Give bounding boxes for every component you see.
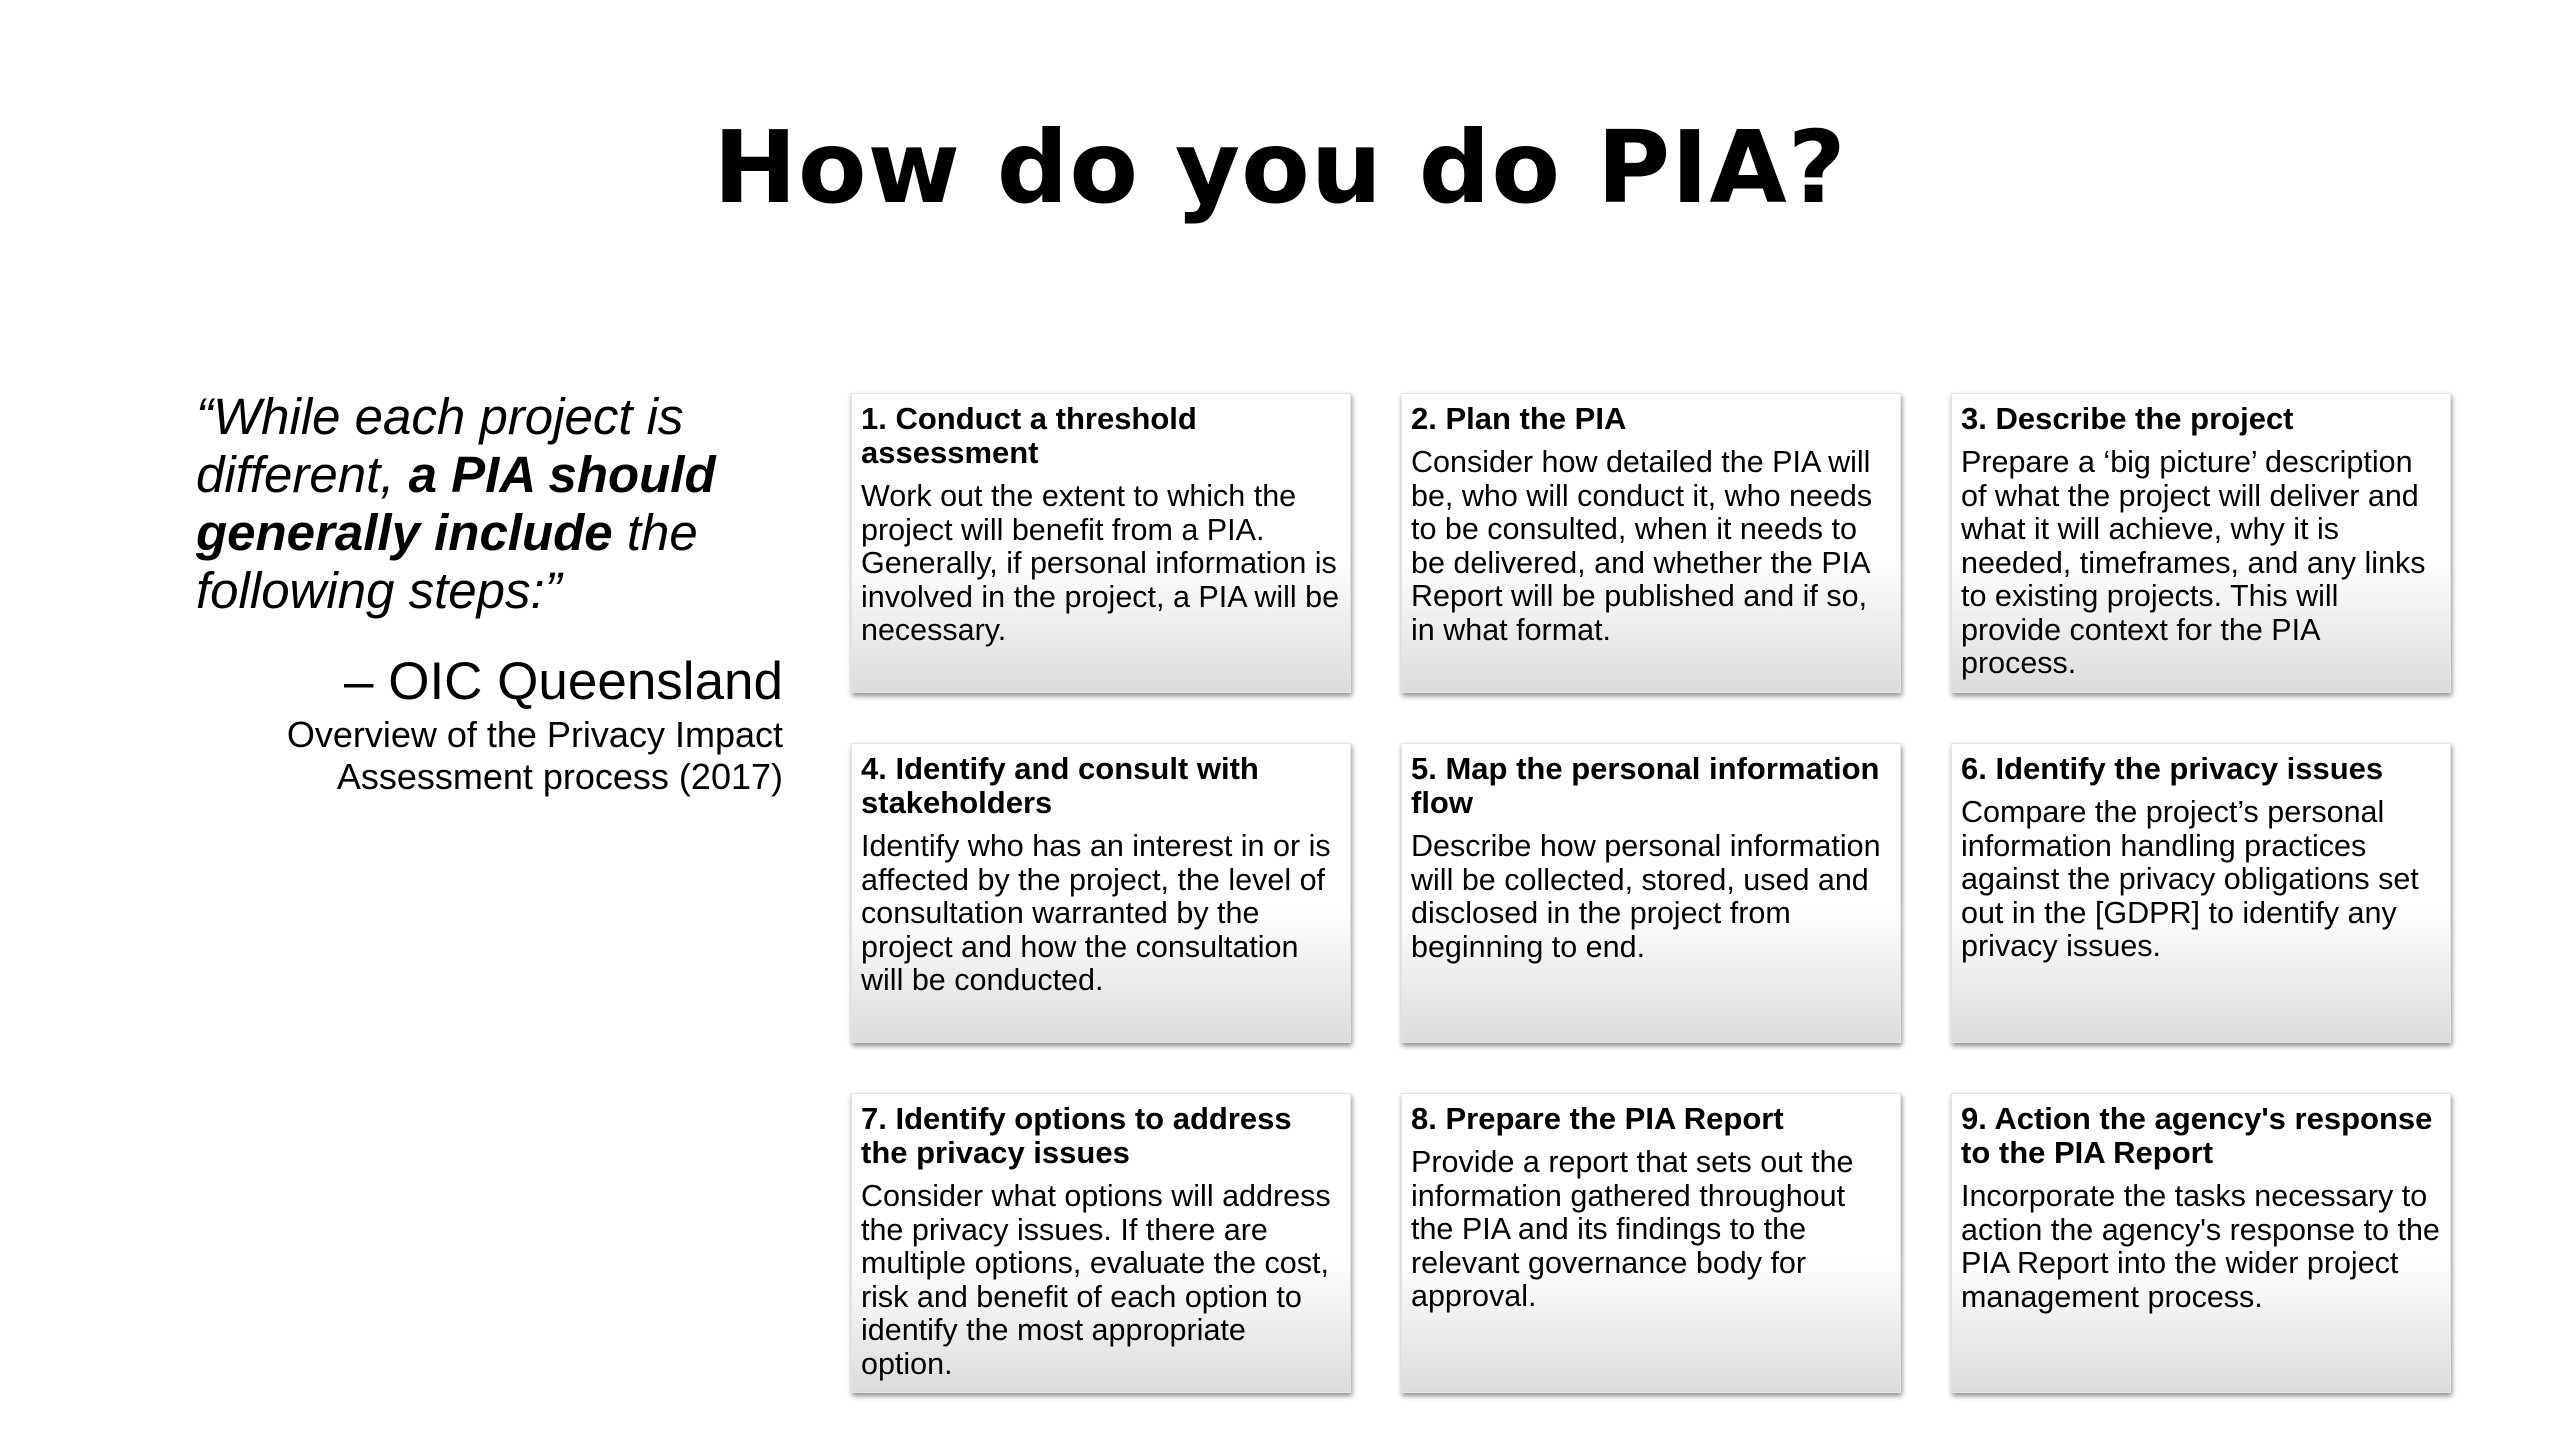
quote-text bbox=[196, 388, 796, 620]
step-description: Identify who has an interest in or is affected by the project, the level of consultation warranted by the project and how the consultation will be conducted. bbox=[861, 829, 1331, 997]
step-card-5 bbox=[1401, 743, 1901, 1043]
step-title: 1. Conduct a threshold assessment bbox=[861, 401, 1197, 470]
slide-title: How do you do PIA? bbox=[713, 109, 1847, 226]
step-card-2 bbox=[1401, 393, 1901, 693]
steps-grid bbox=[851, 393, 2451, 1393]
step-title: 7. Identify options to address the privacy issues bbox=[861, 1101, 1292, 1170]
step-card-6 bbox=[1951, 743, 2451, 1043]
quote-attribution bbox=[196, 650, 783, 798]
step-card-7 bbox=[851, 1093, 1351, 1393]
step-description: Describe how personal information will be collected, stored, used and disclosed in the project from beginning to end. bbox=[1411, 829, 1881, 964]
step-card-1 bbox=[851, 393, 1351, 693]
quote-part-1: “While each project is different, bbox=[196, 388, 684, 503]
step-card-3 bbox=[1951, 393, 2451, 693]
step-description: Compare the project’s personal information handling practices against the privacy obligations set out in the [GDPR] to identify any privacy issues. bbox=[1961, 795, 2419, 963]
step-card-4 bbox=[851, 743, 1351, 1043]
step-title: 9. Action the agency's response to the PIA Report bbox=[1961, 1101, 2433, 1170]
step-description: Provide a report that sets out the information gathered throughout the PIA and its findings to the relevant governance body for approval. bbox=[1411, 1145, 1854, 1313]
attribution-name: – OIC Queensland bbox=[344, 652, 783, 711]
step-title: 8. Prepare the PIA Report bbox=[1411, 1101, 1784, 1136]
step-description: Work out the extent to which the project will benefit from a PIA. Generally, if personal information is involved in the project, a PIA will be necessary. bbox=[861, 479, 1340, 647]
step-title: 5. Map the personal information flow bbox=[1411, 751, 1880, 820]
step-description: Incorporate the tasks necessary to action the agency's response to the PIA Report into the wider project management process. bbox=[1961, 1179, 2440, 1314]
quote-part-2: the following steps:” bbox=[196, 504, 698, 619]
step-title: 6. Identify the privacy issues bbox=[1961, 751, 2384, 786]
quote-emphasis: a PIA should generally include bbox=[196, 446, 716, 561]
step-title: 2. Plan the PIA bbox=[1411, 401, 1627, 436]
attribution-source-line-1: Overview of the Privacy Impact bbox=[286, 714, 783, 755]
step-title: 3. Describe the project bbox=[1961, 401, 2294, 436]
attribution-source-line-2: Assessment process (2017) bbox=[336, 756, 783, 797]
step-description: Consider how detailed the PIA will be, who will conduct it, who needs to be consulted, when it needs to be delivered, and whether the PIA Report will be published and if so, in what format. bbox=[1411, 445, 1873, 647]
step-card-9 bbox=[1951, 1093, 2451, 1393]
step-title: 4. Identify and consult with stakeholders bbox=[861, 751, 1259, 820]
step-card-8 bbox=[1401, 1093, 1901, 1393]
step-description: Prepare a ‘big picture’ description of what the project will deliver and what it will achieve, why it is needed, timeframes, and any links to existing projects. This will provide context for the PIA process. bbox=[1961, 445, 2426, 680]
step-description: Consider what options will address the privacy issues. If there are multiple options, evaluate the cost, risk and benefit of each option to identify the most appropriate option. bbox=[861, 1179, 1331, 1381]
